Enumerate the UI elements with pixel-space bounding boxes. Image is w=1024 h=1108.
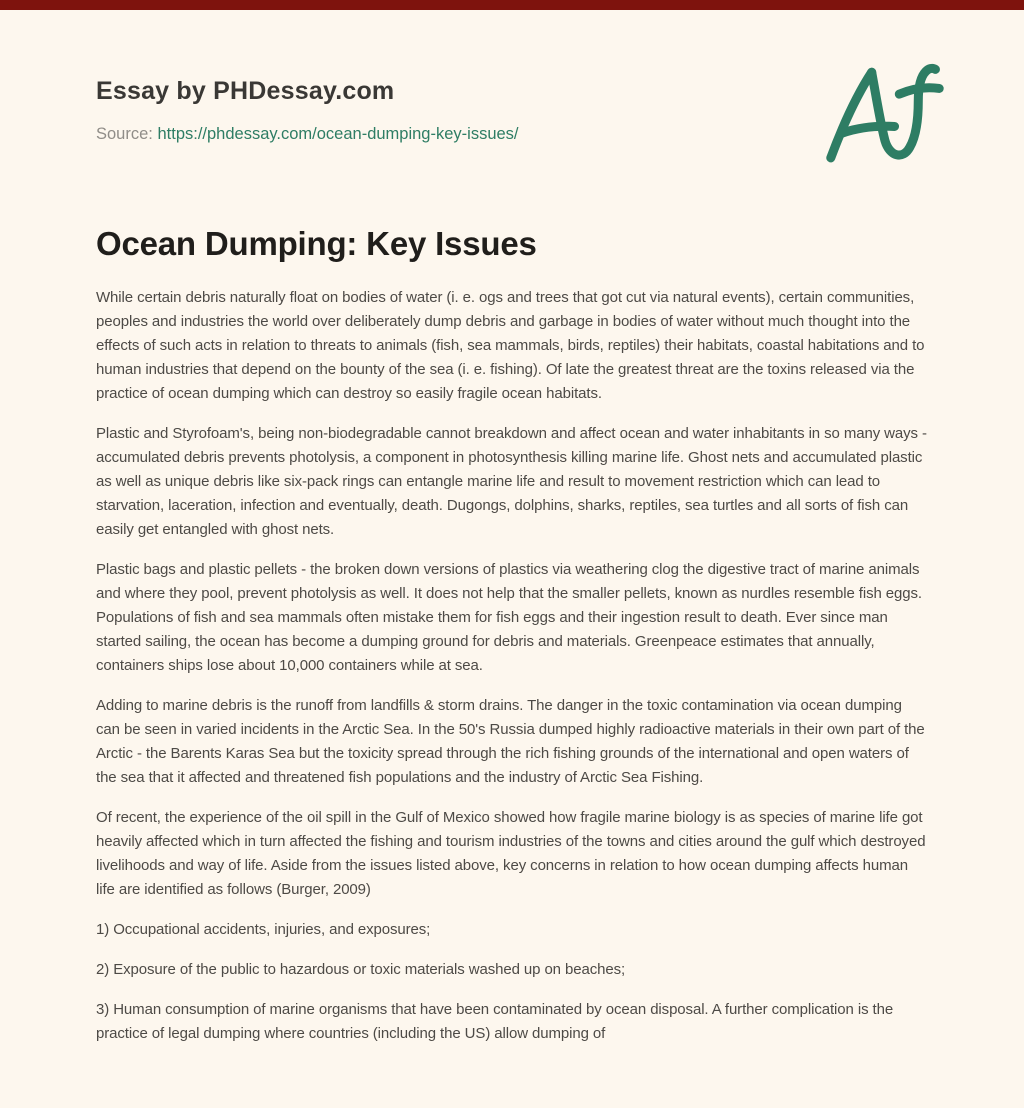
essay-paragraph: Plastic and Styrofoam's, being non-biodegradable cannot breakdown and affect ocean and water inhabitants in so many ways - accumulated debris prevents photolysis, a component in photosynthesis killing marine life. Ghost nets and accumulated plastic as well as unique debris like six-pack rings can entangle marine life and result to movement restriction which can lead to starvation, laceration, infection and eventually, death. Dugongs, dolphins, sharks, reptiles, sea turtles and all sorts of fish can easily get entangled with ghost nets. — [96, 425, 927, 538]
brand-heading: Essay by PHDessay.com — [96, 77, 395, 105]
essay-paragraph: Plastic bags and plastic pellets - the broken down versions of plastics via weathering clog the digestive tract of marine animals and where they pool, prevent photolysis as well. It does not help that the smaller pellets, known as nurdles resemble fish eggs. Populations of fish and sea mammals often mistake them for fish eggs and their ingestion result to death. Ever since man started sailing, the ocean has become a dumping ground for debris and materials. Greenpeace estimates that annually, containers ships lose about 10,000 containers while at sea. — [96, 561, 922, 674]
source-label: Source: — [96, 125, 153, 143]
essay-paragraph: While certain debris naturally float on bodies of water (i. e. ogs and trees that got cut via natural events), certain communities, peoples and industries the world over deliberately dump debris and garbage in bodies of water without much thought into the effects of such acts in relation to threats to animals (fish, sea mammals, birds, reptiles) their habitats, coastal habitations and to human industries that depend on the bounty of the sea (i. e. fishing). Of late the greatest threat are the toxins released via the practice of ocean dumping which can destroy so easily fragile ocean habitats. — [96, 289, 925, 402]
top-accent-bar — [0, 0, 1024, 10]
numbered-item: 3) Human consumption of marine organisms that have been contaminated by ocean disposal. A further complication is the practice of legal dumping where countries (including the US) allow dumping of — [96, 1001, 894, 1042]
essay-paragraph: Of recent, the experience of the oil spill in the Gulf of Mexico showed how fragile marine biology is as species of marine life got heavily affected which in turn affected the fishing and tourism industries of the towns and cities around the gulf which destroyed livelihoods and way of life. Aside from the issues listed above, key concerns in relation to how ocean dumping affects human life are identified as follows (Burger, 2009) — [96, 809, 926, 898]
source-url-link[interactable]: https://phdessay.com/ocean-dumping-key-issues/ — [157, 125, 519, 143]
source-line — [96, 123, 928, 145]
numbered-item: 2) Exposure of the public to hazardous or toxic materials washed up on beaches; — [96, 961, 626, 978]
essay-body — [96, 286, 928, 1046]
essay-paragraph: Adding to marine debris is the runoff from landfills & storm drains. The danger in the toxic contamination via ocean dumping can be seen in varied incidents in the Arctic Sea. In the 50's Russia dumped highly radioactive materials in their own part of the Arctic - the Barents Karas Sea but the toxicity spread through the rich fishing grounds of the international and open waters of the sea that it affected and threatened fish populations and the industry of Arctic Sea Fishing. — [96, 697, 925, 786]
a-plus-logo-icon — [818, 58, 952, 174]
numbered-item: 1) Occupational accidents, injuries, and exposures; — [96, 921, 431, 938]
essay-title: Ocean Dumping: Key Issues — [96, 225, 537, 262]
